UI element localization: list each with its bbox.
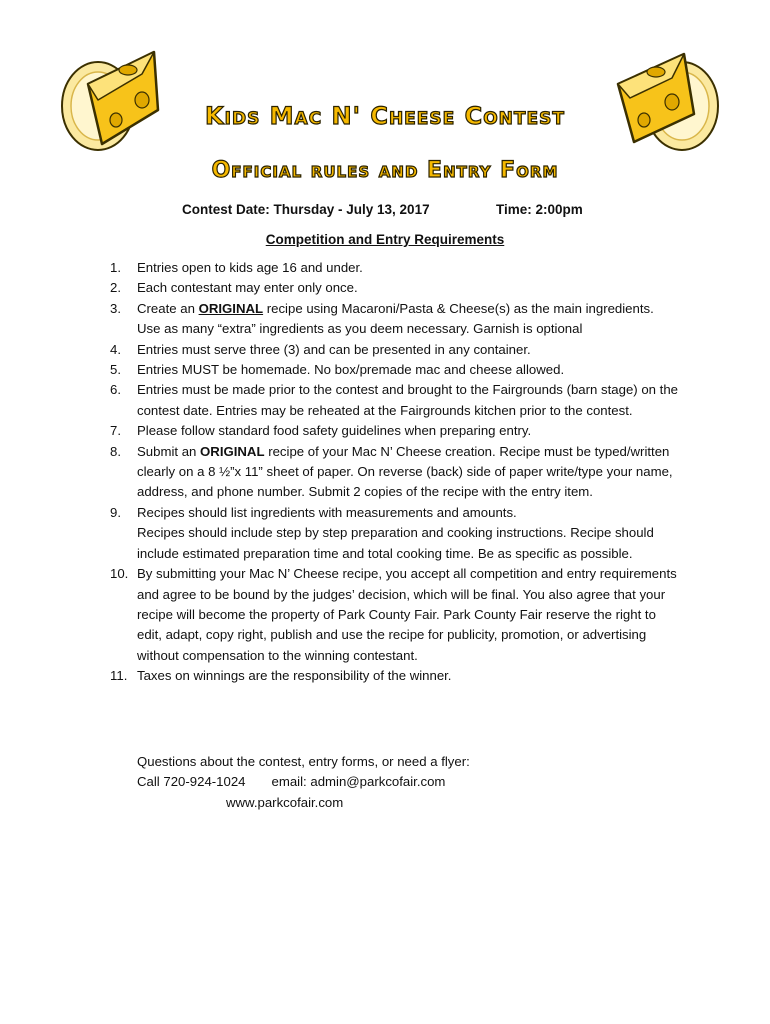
rules-list [110, 258, 680, 687]
rule-item [110, 564, 680, 666]
rule-number: 10. [110, 566, 129, 582]
emphasis-original: ORIGINAL [200, 443, 265, 459]
rule-number: 4. [110, 341, 121, 357]
cheese-icon [610, 44, 722, 156]
rule-item [110, 666, 680, 686]
page-title: Kids Mac N' Cheese Contest [205, 102, 565, 130]
rule-item [110, 340, 680, 360]
rule-text: Submit an [137, 443, 201, 459]
contact-info [137, 752, 470, 813]
rule-item [110, 503, 680, 564]
cheese-icon [58, 44, 170, 156]
rule-text: Recipes should list ingredients with measurements and amounts. [137, 504, 517, 520]
emphasis-original: ORIGINAL [198, 300, 264, 316]
section-heading: Competition and Entry Requirements [265, 232, 505, 247]
page-subtitle: Official rules and Entry Form [211, 158, 559, 183]
contact-question: Questions about the contest, entry forms, or need a flyer: [137, 754, 470, 769]
rule-text: recipe using Macaroni/Pasta & Cheese(s) as the main ingredients. Use as many “extra” ingredients as you deem necessary. Garnish is optional [137, 300, 654, 337]
rule-item [110, 380, 680, 421]
contest-date: Contest Date: Thursday - July 13, 2017 [182, 202, 430, 217]
rule-text: Taxes on winnings are the responsibility of the winner. [137, 668, 452, 684]
rule-number: 6. [110, 382, 121, 398]
rule-number: 5. [110, 362, 121, 378]
rule-item [110, 278, 680, 298]
rule-item [110, 360, 680, 380]
rule-text: Entries must serve three (3) and can be presented in any container. [137, 341, 531, 357]
contact-email: email: admin@parkcofair.com [271, 774, 446, 790]
rule-item [110, 258, 680, 278]
rule-text: recipe of your Mac N’ Cheese creation. Recipe must be typed/written clearly on a 8 ½”x 11” sheet of paper. On reverse (back) side of paper write/type your name, address, and phone number. Submit 2 copies of the recipe with the entry item. [137, 443, 673, 500]
rule-number: 1. [110, 260, 121, 275]
contact-website: www.parkcofair.com [226, 794, 344, 810]
rule-text: Each contestant may enter only once. [137, 280, 358, 296]
rule-number: 3. [110, 300, 121, 316]
rule-item [110, 299, 680, 340]
rule-text: Create an [137, 300, 199, 316]
contact-phone: Call 720-924-1024 [137, 774, 246, 790]
rule-item [110, 421, 680, 441]
rule-text: Please follow standard food safety guidelines when preparing entry. [137, 423, 532, 439]
rule-text-continued: Recipes should include step by step preparation and cooking instructions. Recipe should include estimated preparation time and total cooking time. Be as specific as possible. [137, 525, 654, 561]
rule-number: 8. [110, 443, 121, 459]
rule-number: 11. [110, 668, 128, 684]
rule-text: Entries MUST be homemade. No box/premade mac and cheese allowed. [137, 362, 565, 378]
rule-text: Entries open to kids age 16 and under. [137, 260, 363, 275]
rule-number: 7. [110, 423, 121, 439]
rule-text: By submitting your Mac N’ Cheese recipe, you accept all competition and entry requirements and agree to be bound by the judges’ decision, which will be final. You also agree that your recipe will become the property of Park County Fair. Park County Fair reserve the right to edit, adapt, copy right, publish and use the recipe for publicity, promotion, or advertising without compensation to the winning contestant. [137, 566, 677, 663]
contest-time: Time: 2:00pm [496, 202, 583, 217]
rule-number: 2. [110, 280, 121, 296]
rule-text: Entries must be made prior to the contest and brought to the Fairgrounds (barn stage) on the contest date. Entries may be reheated at the Fairgrounds kitchen prior to the contest. [137, 382, 678, 418]
rule-number: 9. [110, 504, 121, 520]
rule-item [110, 442, 680, 503]
